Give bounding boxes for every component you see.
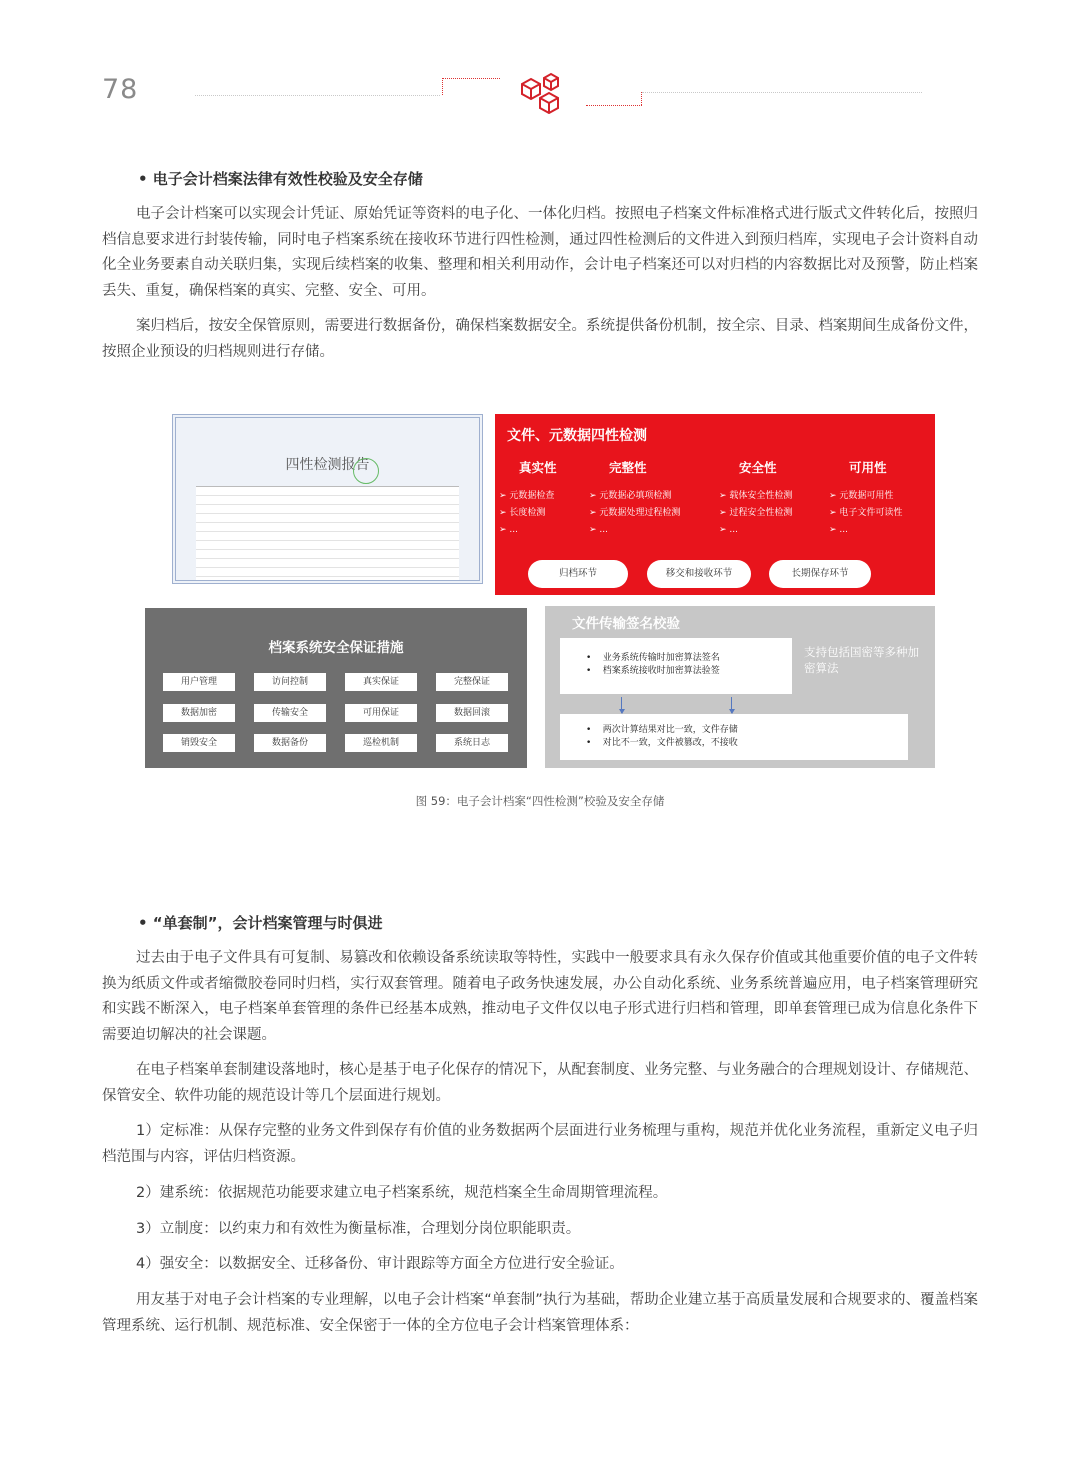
- check-column-security: [719, 458, 829, 539]
- report-table: [196, 486, 459, 580]
- measure-box: 数据加密: [163, 704, 235, 722]
- section-title-single-set: • “单套制”，会计档案管理与时俱进: [138, 914, 383, 932]
- column-head: 安全性: [739, 460, 777, 475]
- page-number: 78: [102, 74, 139, 105]
- header-red-rule-right: [586, 105, 642, 106]
- measure-box: 可用保证: [345, 704, 417, 722]
- verify-box: [560, 714, 908, 760]
- report-image: [172, 414, 483, 584]
- check-item: ➢ 元数据必填项检测: [589, 491, 672, 501]
- four-checks-panel: [495, 414, 935, 595]
- paragraph: 用友基于对电子会计档案的专业理解，以电子会计档案“单套制”执行为基础，帮助企业建立基于高质量发展和合规要求的、覆盖档案管理系统、运行机制、规范标准、安全保密于一体的全方位电子会计档案管理体系：: [102, 1292, 978, 1334]
- stage-pill: 移交和接收环节: [647, 560, 751, 588]
- paragraph: 过去由于电子文件具有可复制、易篡改和依赖设备系统读取等特性，实践中一般要求具有永久保存价值或其他重要价值的电子文件转换为纸质文件或者缩微胶卷同时归档，实行双套管理。随着电子政务快速发展，办公自动化系统、业务系统普遍应用，电子档案管理研究和实践不断深入，电子档案单套管理的条件已经基本成熟，推动电子文件仅以电子形式进行归档和管理，即单套管理已成为信息化条件下需要迫切解决的社会课题。: [102, 950, 978, 1043]
- check-item: ➢ ...: [829, 525, 848, 535]
- paragraph: 在电子档案单套制建设落地时，核心是基于电子化保存的情况下，从配套制度、业务完整、与业务融合的合理规划设计、存储规范、保管安全、软件功能的规范设计等几个层面进行规划。: [102, 1062, 978, 1104]
- check-item: ➢ 载体安全性检测: [719, 491, 793, 501]
- header-rule-right: [642, 92, 922, 93]
- verify-step: • 两次计算结果对比一致，文件存储: [586, 725, 738, 735]
- measure-box: 系统日志: [436, 734, 508, 752]
- paragraph: 电子会计档案可以实现会计凭证、原始凭证等资料的电子化、一体化归档。按照电子档案文件标准格式进行版式文件转化后，按照归档信息要求进行封装传输，同时电子档案系统在接收环节进行四性检测，通过四性检测后的文件进入到预归档库，实现电子会计资料自动化全业务要素自动关联归集，实现后续档案的收集、整理和相关利用动作，会计电子档案还可以对归档的内容数据比对及预警，防止档案丢失、重复，确保档案的真实、完整、安全、可用。: [102, 206, 978, 299]
- paragraph: 4）强安全：以数据安全、迁移备份、审计跟踪等方面全方位进行安全验证。: [136, 1256, 624, 1272]
- stamp-icon: [353, 458, 379, 484]
- four-checks-title: 文件、元数据四性检测: [507, 428, 647, 444]
- signature-check-panel: [545, 606, 935, 768]
- measure-box: 数据备份: [254, 734, 326, 752]
- check-item: ➢ 元数据可用性: [829, 491, 894, 501]
- measure-box: 传输安全: [254, 704, 326, 722]
- security-measures-panel: [145, 608, 527, 768]
- section-title-legal-validity: • 电子会计档案法律有效性校验及安全存储: [138, 170, 423, 188]
- check-item: ➢ ...: [719, 525, 738, 535]
- paragraph: 3）立制度：以约束力和有效性为衡量标准，合理划分岗位职能职责。: [136, 1221, 581, 1237]
- column-head: 真实性: [519, 460, 557, 475]
- column-head: 可用性: [849, 460, 887, 475]
- measure-box: 巡检机制: [345, 734, 417, 752]
- check-column-usability: [829, 458, 939, 539]
- cubes-logo-icon: [518, 72, 566, 114]
- check-item: ➢ ...: [589, 525, 608, 535]
- header-red-step-right: [641, 92, 642, 105]
- signing-step: • 业务系统传输时加密算法签名: [586, 653, 720, 663]
- signing-step: • 档案系统接收时加密算法验签: [586, 666, 720, 676]
- paragraph: 案归档后，按安全保管原则，需要进行数据备份，确保档案数据安全。系统提供备份机制，按全宗、目录、档案期间生成备份文件，按照企业预设的归档规则进行存储。: [102, 318, 978, 360]
- header-red-step-left: [442, 78, 443, 95]
- algorithm-note: 支持包括国密等多种加密算法: [804, 645, 919, 675]
- signing-box: [560, 638, 792, 694]
- check-item: ➢ ...: [499, 525, 518, 535]
- check-item: ➢ 长度检测: [499, 508, 546, 518]
- arrow-down-icon: [621, 697, 622, 713]
- check-column-integrity: [589, 458, 699, 539]
- header-rule-left: [195, 95, 440, 96]
- verify-step: • 对比不一致，文件被篡改，不接收: [586, 738, 738, 748]
- measure-box: 用户管理: [163, 673, 235, 691]
- security-measures-title: 档案系统安全保证措施: [268, 640, 404, 656]
- check-item: ➢ 元数据处理过程检测: [589, 508, 681, 518]
- measure-box: 销毁安全: [163, 734, 235, 752]
- column-head: 完整性: [609, 460, 647, 475]
- arrow-down-icon: [731, 697, 732, 713]
- header-red-rule-left: [442, 78, 500, 79]
- report-title: 四性检测报告: [285, 457, 370, 473]
- measure-box: 访问控制: [254, 673, 326, 691]
- check-item: ➢ 元数据检查: [499, 491, 555, 501]
- figure-caption: 图 59：电子会计档案“四性检测”校验及安全存储: [415, 794, 665, 808]
- paragraph: 2）建系统：依据规范功能要求建立电子档案系统，规范档案全生命周期管理流程。: [136, 1185, 668, 1201]
- stage-pill: 归档环节: [528, 560, 628, 588]
- check-item: ➢ 电子文件可读性: [829, 508, 903, 518]
- measure-box: 数据回滚: [436, 704, 508, 722]
- stage-pill: 长期保存环节: [769, 560, 871, 588]
- check-item: ➢ 过程安全性检测: [719, 508, 793, 518]
- paragraph: 1）定标准：从保存完整的业务文件到保存有价值的业务数据两个层面进行业务梳理与重构，规范并优化业务流程，重新定义电子归档范围与内容，评估归档资源。: [102, 1123, 978, 1165]
- measure-box: 真实保证: [345, 673, 417, 691]
- measure-box: 完整保证: [436, 673, 508, 691]
- signature-check-title: 文件传输签名校验: [572, 616, 680, 632]
